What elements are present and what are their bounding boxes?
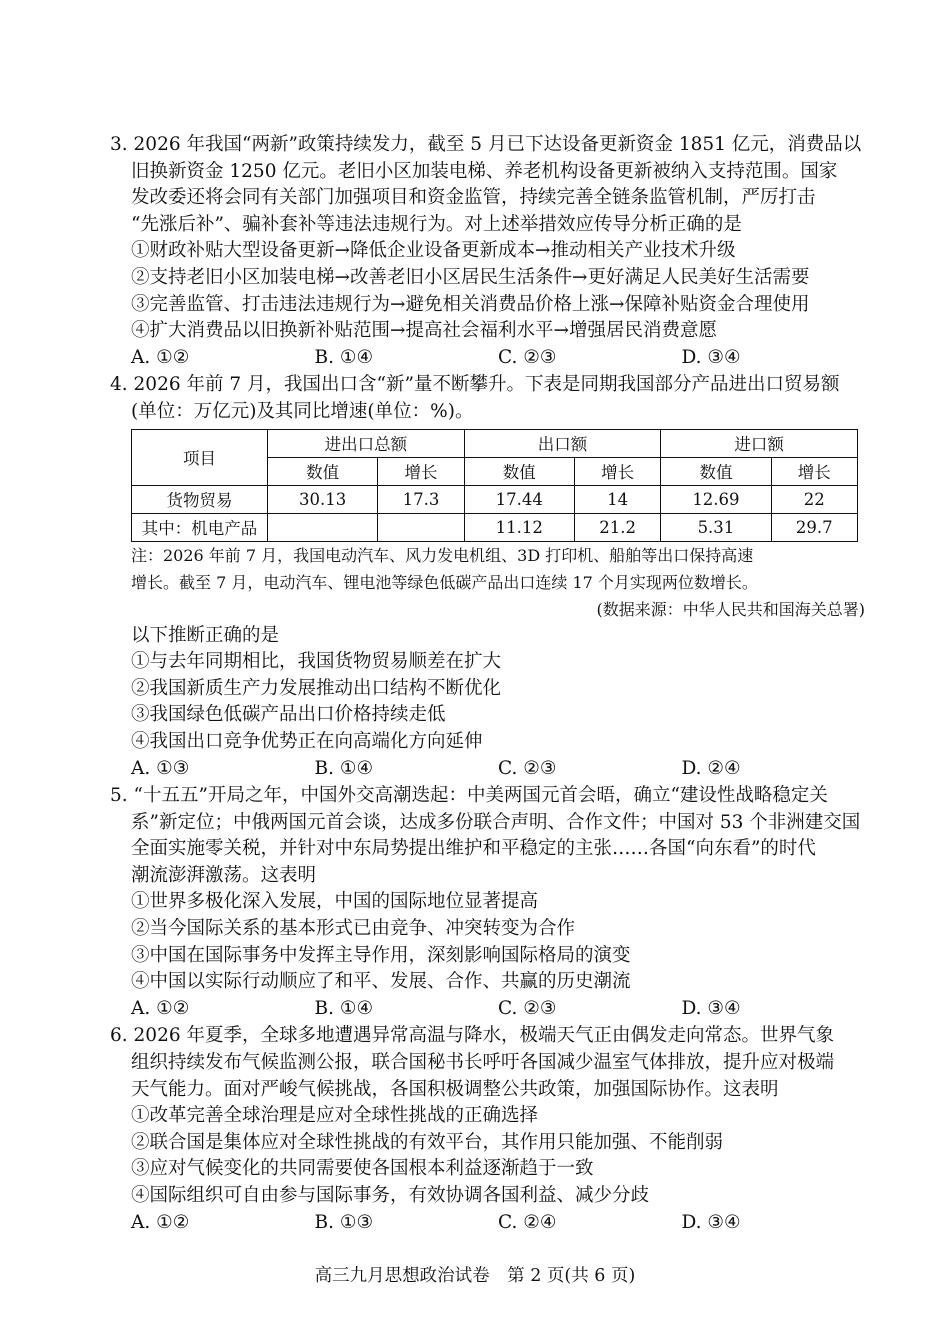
table-item-header: 项目	[132, 429, 268, 485]
table-cell	[378, 513, 464, 541]
table-cell: 30.13	[268, 485, 378, 513]
table-cell: 22	[771, 485, 857, 513]
option-d: D. ③④	[681, 1211, 741, 1233]
question-3-line: “先涨后补”、骗补套补等违法违规行为。对上述举措效应传导分析正确的是	[131, 213, 742, 235]
table-cell: 29.7	[771, 513, 857, 541]
option-b: B. ①③	[314, 1211, 374, 1233]
question-6-line: 天气能力。面对严峻气候挑战，各国积极调整公共政策，加强国际协作。这表明	[131, 1078, 779, 1100]
option-a: A. ①②	[131, 346, 190, 368]
question-4-item: ②我国新质生产力发展推动出口结构不断优化	[131, 677, 502, 699]
option-d: D. ③④	[681, 346, 741, 368]
option-c: C. ②③	[498, 757, 557, 779]
table-group-header: 进出口总额	[268, 429, 465, 457]
table-header-row	[132, 429, 858, 457]
table-subheader: 增长	[378, 457, 464, 485]
table-subheader: 数值	[661, 457, 771, 485]
table-group-header: 进口额	[661, 429, 858, 457]
question-6-item: ④国际组织可自由参与国际事务，有效协调各国利益、减少分歧	[131, 1185, 650, 1206]
question-3-item: ④扩大消费品以旧换新补贴范围→提高社会福利水平→增强居民消费意愿	[131, 320, 718, 342]
option-a: A. ①②	[131, 997, 190, 1019]
question-6-line: 6. 2026 年夏季，全球多地遭遇异常高温与降水，极端天气正由偶发走向常态。世界气象	[110, 1025, 834, 1047]
table-note-line: 注：2026 年前 7 月，我国电动汽车、风力发电机组、3D 打印机、船舶等出口保持高速	[131, 545, 754, 565]
question-5-line: 5. “十五五”开局之年，中国外交高潮迭起：中美两国元首会晤，确立“建设性战略稳定关	[110, 785, 828, 807]
option-a: A. ①③	[131, 757, 190, 779]
option-b: B. ①④	[314, 997, 374, 1019]
question-5-item: ④中国以实际行动顺应了和平、发展、合作、共赢的历史潮流	[131, 971, 631, 993]
question-6-options	[110, 1210, 865, 1237]
table-row	[132, 485, 858, 513]
question-4-item: ①与去年同期相比，我国货物贸易顺差在扩大	[131, 651, 502, 673]
table-group-header: 出口额	[464, 429, 661, 457]
table-cell: 14	[574, 485, 660, 513]
option-a: A. ①②	[131, 1211, 190, 1233]
question-6	[110, 1023, 865, 1236]
question-4-item: ③我国绿色低碳产品出口价格持续走低	[131, 704, 446, 726]
question-6-line: 组织持续发布气候监测公报，联合国秘书长呼吁各国减少温室气体排放，提升应对极端	[131, 1052, 835, 1074]
question-3-line: 旧换新资金 1250 亿元。老旧小区加装电梯、养老机构设备更新被纳入支持范围。国家	[131, 160, 838, 182]
page-content	[110, 132, 865, 1237]
table-row-label: 货物贸易	[132, 485, 268, 513]
question-5-item: ②当今国际关系的基本形式已由竞争、冲突转变为合作	[131, 918, 576, 940]
question-3-line: 3. 2026 年我国“两新”政策持续发力，截至 5 月已下达设备更新资金 1851 亿元，消费品以	[110, 134, 862, 155]
question-4-item: ④我国出口竞争优势正在向高端化方向延伸	[131, 730, 483, 752]
question-4-line: 4. 2026 年前 7 月，我国出口含“新”量不断攀升。下表是同期我国部分产品进出口贸易额	[110, 374, 840, 396]
question-5-line: 全面实施零关税，并针对中东局势提出维护和平稳定的主张……各国“向东看”的时代	[131, 838, 816, 860]
option-c: C. ②④	[498, 1211, 557, 1233]
table-cell: 12.69	[661, 485, 771, 513]
table-row-label: 其中：机电产品	[132, 513, 268, 541]
question-4	[110, 372, 865, 782]
table-cell: 5.31	[661, 513, 771, 541]
table-row	[132, 513, 858, 541]
question-5-line: 潮流澎湃激荡。这表明	[131, 864, 317, 886]
table-cell: 11.12	[464, 513, 574, 541]
question-6-item: ①改革完善全球治理是应对全球性挑战的正确选择	[131, 1105, 539, 1127]
table-subheader: 增长	[574, 457, 660, 485]
option-c: C. ②③	[498, 346, 557, 368]
question-5-item: ③中国在国际事务中发挥主导作用，深刻影响国际格局的演变	[131, 944, 631, 966]
question-4-stem: 以下推断正确的是	[131, 624, 280, 646]
option-c: C. ②③	[498, 997, 557, 1019]
question-3-line: 发改委还将会同有关部门加强项目和资金监管，持续完善全链条监管机制，严厉打击	[131, 187, 816, 209]
question-3-item: ①财政补贴大型设备更新→降低企业设备更新成本→推动相关产业技术升级	[131, 240, 736, 262]
question-5-item: ①世界多极化深入发展，中国的国际地位显著提高	[131, 891, 539, 913]
option-d: D. ②④	[681, 757, 741, 779]
question-3-item: ③完善监管、打击违法违规行为→避免相关消费品价格上涨→保障补贴资金合理使用	[131, 293, 810, 315]
table-cell: 17.44	[464, 485, 574, 513]
question-5-options	[110, 996, 865, 1023]
table-subheader: 数值	[464, 457, 574, 485]
table-cell: 21.2	[574, 513, 660, 541]
question-4-line: (单位：万亿元)及其同比增速(单位：%)。	[131, 400, 474, 422]
trade-table	[131, 429, 858, 542]
question-3	[110, 132, 865, 371]
table-subheader: 增长	[771, 457, 857, 485]
question-4-options	[110, 756, 865, 783]
option-d: D. ③④	[681, 997, 741, 1019]
question-3-item: ②支持老旧小区加装电梯→改善老旧小区居民生活条件→更好满足人民美好生活需要	[131, 266, 810, 288]
question-3-options	[110, 345, 865, 372]
table-cell: 17.3	[378, 485, 464, 513]
table-cell	[268, 513, 378, 541]
question-6-item: ③应对气候变化的共同需要使各国根本利益逐渐趋于一致	[131, 1158, 594, 1180]
trade-table-wrapper	[110, 429, 865, 542]
table-source: (数据来源：中华人民共和国海关总署)	[596, 599, 865, 619]
option-b: B. ①④	[314, 346, 374, 368]
table-subheader: 数值	[268, 457, 378, 485]
question-5-line: 系”新定位；中俄两国元首会谈，达成多份联合声明、合作文件；中国对 53 个非洲建交国	[131, 811, 861, 833]
option-b: B. ①④	[314, 757, 374, 779]
table-note-line: 增长。截至 7 月，电动汽车、锂电池等绿色低碳产品出口连续 17 个月实现两位数增长。	[131, 572, 758, 592]
question-5	[110, 783, 865, 1022]
page-footer: 高三九月思想政治试卷 第 2 页(共 6 页)	[314, 1266, 636, 1286]
question-6-item: ②联合国是集体应对全球性挑战的有效平台，其作用只能加强、不能削弱	[131, 1131, 724, 1153]
